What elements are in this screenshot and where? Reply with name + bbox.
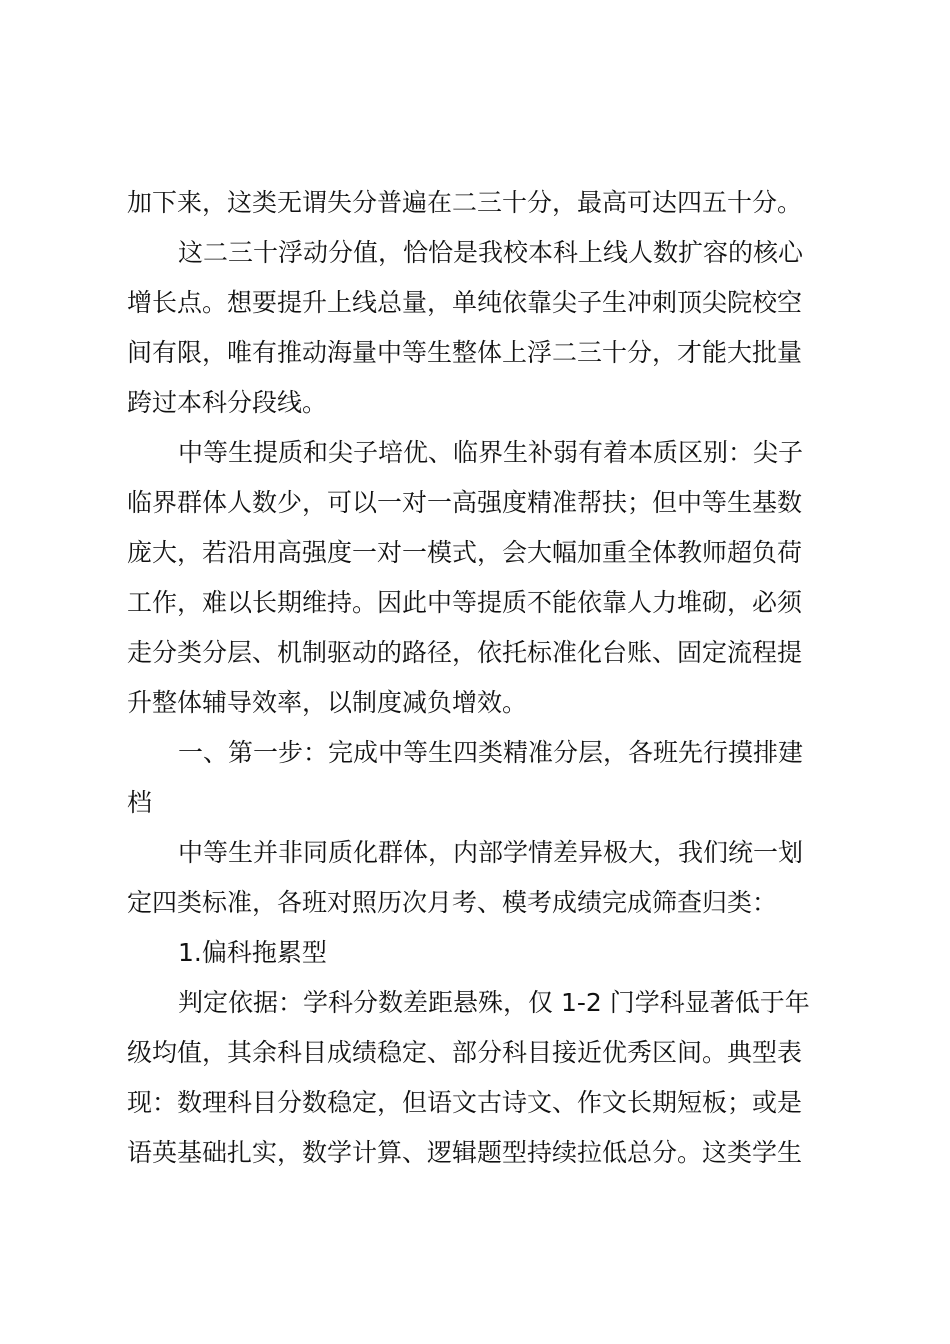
text-line-10: 走分类分层、机制驱动的路径，依托标准化台账、固定流程提: [127, 638, 803, 667]
text-line-5: 跨过本科分段线。: [127, 388, 328, 417]
text-line-11: 升整体辅导效率，以制度减负增效。: [127, 688, 528, 717]
text-line-8: 庞大，若沿用高强度一对一模式，会大幅加重全体教师超负荷: [127, 538, 803, 567]
text-line-17: 判定依据：学科分数差距悬殊，仅 1-2 门学科显著低于年: [178, 988, 810, 1017]
text-line-4: 间有限，唯有推动海量中等生整体上浮二三十分，才能大批量: [127, 338, 803, 367]
text-line-1: 加下来，这类无谓失分普遍在二三十分，最高可达四五十分。: [127, 188, 803, 217]
text-line-2: 这二三十浮动分值，恰恰是我校本科上线人数扩容的核心: [178, 238, 804, 267]
text-line-18: 级均值，其余科目成绩稳定、部分科目接近优秀区间。典型表: [127, 1038, 803, 1067]
text-line-15: 定四类标准，各班对照历次月考、模考成绩完成筛查归类：: [127, 888, 778, 917]
subheading-line: 1.偏科拖累型: [178, 938, 327, 967]
section-heading-line-2: 档: [127, 788, 153, 817]
text-line-9: 工作，难以长期维持。因此中等提质不能依靠人力堆砌，必须: [127, 588, 803, 617]
section-heading-line-1: 一、第一步：完成中等生四类精准分层，各班先行摸排建: [178, 738, 804, 767]
text-line-3: 增长点。想要提升上线总量，单纯依靠尖子生冲刺顶尖院校空: [127, 288, 803, 317]
text-line-7: 临界群体人数少，可以一对一高强度精准帮扶；但中等生基数: [127, 488, 803, 517]
text-line-20: 语英基础扎实，数学计算、逻辑题型持续拉低总分。这类学生: [127, 1138, 803, 1167]
text-line-14: 中等生并非同质化群体，内部学情差异极大，我们统一划: [178, 838, 804, 867]
document-body: [127, 178, 833, 1178]
text-line-19: 现：数理科目分数稳定，但语文古诗文、作文长期短板；或是: [127, 1088, 803, 1117]
text-line-6: 中等生提质和尖子培优、临界生补弱有着本质区别：尖子: [178, 438, 804, 467]
